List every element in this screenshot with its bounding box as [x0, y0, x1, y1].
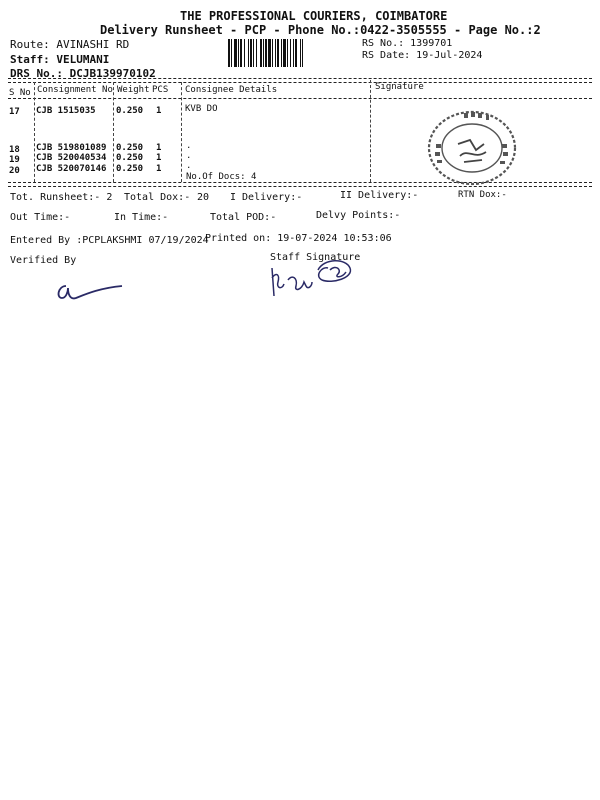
- delvy-points: Delvy Points:-: [316, 210, 401, 221]
- row-consignment: CJB 520040534: [36, 153, 107, 163]
- out-time: Out Time:-: [10, 212, 71, 223]
- staff-label: Staff: VELUMANI: [10, 53, 110, 66]
- rtn-dox: RTN Dox:-: [458, 190, 507, 200]
- row-consignee: KVB DO: [185, 104, 218, 114]
- runsheet-subtitle: Delivery Runsheet - PCP - Phone No.:0422-3505555 - Page No.:2: [100, 23, 541, 37]
- verifier-signature: [52, 278, 128, 304]
- rs-number: RS No.: 1399701: [362, 38, 453, 49]
- row-consignee: .: [186, 161, 192, 171]
- col-header-signature: Signature: [375, 82, 424, 92]
- col-header-sno: S No: [9, 88, 31, 98]
- rs-date: RS Date: 19-Jul-2024: [362, 50, 483, 61]
- col-header-consignment: Consignment No: [37, 85, 113, 95]
- row-weight: 0.250: [116, 143, 144, 153]
- delivery-stamp: [424, 104, 520, 188]
- col-header-consignee: Consignee Details: [185, 85, 278, 95]
- row-sno: 20: [9, 166, 20, 176]
- staff-signature-mark: [266, 256, 370, 304]
- row-weight: 0.250: [116, 106, 144, 116]
- row-pcs: 1: [156, 164, 162, 174]
- route-label: Route: AVINASHI RD: [10, 38, 130, 51]
- row-pcs: 1: [156, 106, 162, 116]
- in-time: In Time:-: [114, 212, 169, 223]
- row-weight: 0.250: [116, 164, 144, 174]
- row-consignment: CJB 1515035: [36, 106, 96, 116]
- verified-by-label: Verified By: [10, 255, 77, 266]
- total-pod: Total POD:-: [210, 212, 277, 223]
- col-header-pcs: PCS: [152, 85, 169, 95]
- printed-on: Printed on: 19-07-2024 10:53:06: [205, 233, 392, 244]
- staff-signature-label: Staff Signature: [270, 252, 361, 263]
- table-top-rule-2: [8, 82, 592, 83]
- row-weight: 0.250: [116, 153, 144, 163]
- header-bottom-rule: [8, 98, 592, 99]
- row-sno: 18: [9, 145, 20, 155]
- barcode-icon: [228, 39, 354, 67]
- ii-delivery: II Delivery:-: [340, 190, 419, 201]
- row-consignment: CJB 519801089: [36, 143, 107, 153]
- row-pcs: 1: [156, 143, 162, 153]
- docs-count: No.Of Docs: 4: [186, 172, 257, 182]
- row-consignment: CJB 520070146: [36, 164, 107, 174]
- col-sep-2: [113, 82, 114, 182]
- col-sep-1: [34, 82, 35, 182]
- company-title: THE PROFESSIONAL COURIERS, COIMBATORE: [180, 9, 448, 23]
- drs-number: DRS No.: DCJB139970102: [10, 67, 156, 80]
- row-consignee: .: [186, 141, 192, 151]
- col-sep-3: [181, 82, 182, 182]
- i-delivery: I Delivery:-: [230, 192, 303, 203]
- col-sep-4: [370, 80, 371, 182]
- table-top-rule: [8, 78, 592, 79]
- entered-by: Entered By :PCPLAKSHMI 07/19/2024: [10, 235, 209, 246]
- row-pcs: 1: [156, 153, 162, 163]
- row-sno: 17: [9, 107, 20, 117]
- total-dox-label: Total Dox:-: [124, 192, 191, 203]
- row-consignee: .: [186, 151, 192, 161]
- col-header-weight: Weight: [117, 85, 150, 95]
- tot-runsheet: Tot. Runsheet:- 2: [10, 192, 113, 203]
- total-dox-value: 20: [197, 192, 210, 203]
- row-sno: 19: [9, 155, 20, 165]
